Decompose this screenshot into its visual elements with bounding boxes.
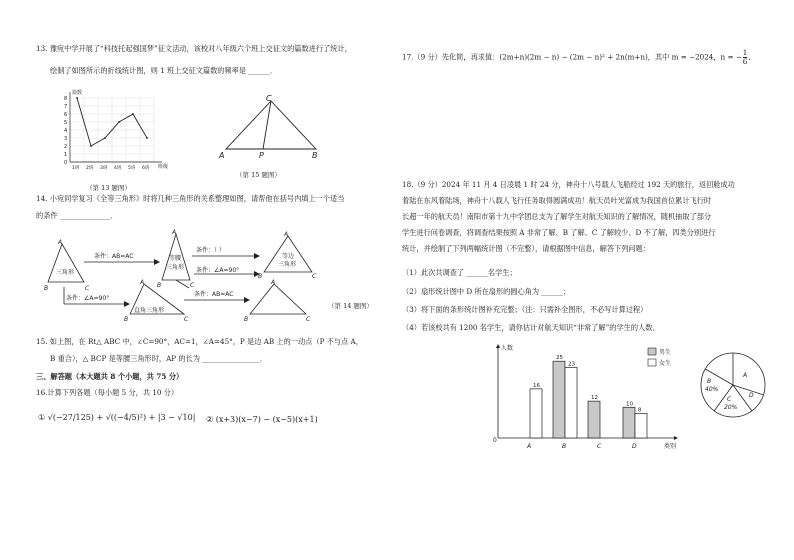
q16-expr1: ① √(−27/125) + √((−4/5)²) + |3 − √10|	[38, 413, 196, 422]
data-point	[90, 145, 92, 147]
legend-label: 男生	[659, 349, 672, 356]
data-label: 16	[533, 382, 540, 389]
x-axis-arrow	[674, 436, 678, 440]
legend-swatch	[648, 359, 656, 366]
q13-line1: 13. 豫宛中学开展了“科技托起强国梦”征文活动，该校对八年级六个班上交征文的篇数进行了统计，	[36, 44, 352, 53]
tri2-label-a: 等腰	[169, 255, 182, 262]
q15-fig-caption: （第 15 题图）	[236, 171, 281, 179]
tri2-label-b: 三角形	[166, 264, 185, 271]
y-tick-label: 7	[64, 104, 68, 110]
data-point	[132, 113, 134, 115]
x-tick-label: 1班	[72, 166, 80, 171]
bar-男生	[623, 407, 635, 438]
q14-caption: （第 14 题图）	[328, 302, 373, 310]
svg-text:A: A	[172, 229, 177, 236]
bar-女生	[635, 413, 647, 438]
q14-cond1: 条件：AB=AC	[94, 253, 134, 260]
bar-男生	[553, 361, 565, 438]
data-label: 12	[591, 395, 598, 402]
q18-sub3: （3）将下面的条形统计图补充完整；（注：只需补全图形，不必写计算过程）	[402, 305, 648, 314]
q13-line-chart	[60, 84, 210, 174]
x-tick-label: 6班	[142, 166, 150, 171]
tri3-label-b: 三角形	[278, 261, 297, 268]
y-tick-label: 8	[64, 96, 68, 102]
svg-text:B: B	[44, 285, 49, 292]
y-tick-label: 2	[64, 144, 68, 150]
q14-cond2: 条件：（ ）	[196, 247, 225, 254]
q15-line2: B 重合），△ BCP 是等腰三角形时，AP 的长为 ________________．	[50, 354, 267, 363]
svg-text:A: A	[58, 239, 63, 246]
y-axis-label: 人数	[501, 345, 514, 352]
svg-text:A: A	[140, 279, 145, 286]
origin-label: 0	[493, 437, 497, 444]
q13-caption: （第 13 题图）	[86, 184, 131, 192]
x-tick-label: C	[597, 443, 602, 450]
label-C: C	[266, 94, 272, 103]
pie-pct-b: 40%	[705, 386, 719, 393]
x-axis-label: 班级	[158, 164, 169, 170]
svg-text:A: A	[284, 231, 289, 238]
tri1-label: 三角形	[56, 269, 75, 276]
q16-line1: 16.计算下列各题（每小题 5 分，共 10 分）	[36, 388, 179, 397]
q18-line4: 学生进行问卷调查，将调查结果按照 A 非常了解、B 了解、C 了解较少、D 不了解，四类分别进行	[402, 228, 716, 237]
x-tick-label: D	[632, 443, 637, 450]
x-tick-label: 4班	[114, 166, 122, 171]
pie-label-d: D	[749, 392, 754, 399]
y-axis-label: 篇数	[72, 90, 83, 96]
q14-line1: 14. 小宛同学复习《全等三角形》时将几种三角形的关系整理如图，请帮他在括号内填上一个适当	[36, 194, 345, 203]
y-tick-label: 0	[64, 160, 68, 166]
x-axis-label: 类别	[664, 443, 677, 450]
label-B: B	[312, 151, 318, 160]
bar-女生	[530, 389, 542, 438]
pie-label-b: B	[707, 378, 712, 385]
y-tick-label: 5	[64, 120, 68, 126]
q18-pie-chart	[698, 350, 768, 420]
q18-sub2: （2）扇形统计图中 D 所在扇形的圆心角为 ______；	[402, 287, 571, 296]
q14-line2: 的条件 ______________．	[36, 211, 118, 220]
svg-text:B: B	[244, 316, 249, 323]
q18-sub4: （4）若该校共有 1200 名学生，请你估计对航天知识“非常了解”的学生的人数．	[402, 323, 660, 332]
data-label: 10	[626, 401, 633, 408]
svg-text:B: B	[258, 273, 263, 280]
x-tick-label: A	[527, 443, 532, 450]
q14-diagram	[44, 229, 364, 327]
q14-cond5: 条件：AB=AC	[194, 291, 234, 298]
svg-text:C: C	[306, 316, 311, 323]
x-tick-label: B	[562, 443, 567, 450]
svg-text:B: B	[124, 316, 129, 323]
pie-label-c: C	[727, 396, 732, 403]
x-tick-label: 2班	[86, 166, 94, 171]
q18-line2: 着陆在东风着陆场，神舟十八载人飞行任务取得圆满成功！航天员叶光富成为我国首位累计飞行时	[402, 196, 712, 205]
y-tick-label: 1	[64, 152, 68, 158]
q18-line3: 长超一年的航天员！南阳市第十九中学团总支为了解学生对航天知识的了解情况，随机抽取了部分	[402, 212, 712, 221]
y-tick-label: 6	[64, 112, 68, 118]
x-tick-label: 5班	[128, 166, 136, 171]
bar-女生	[565, 367, 577, 438]
label-P: P	[259, 151, 264, 160]
data-point	[104, 137, 106, 139]
q14-cond3: 条件：∠A=90°	[196, 267, 240, 274]
svg-text:C: C	[184, 316, 189, 323]
q17-line1: 17.（9 分）先化简，再求值：(2m+n)(2m − n) − (2m − n)² + 2n(m+n)，其中 m = −2024，n = − $\frac{1}{6}$ ．	[402, 48, 756, 66]
q18-bar-chart	[484, 342, 684, 457]
bar-男生	[588, 401, 600, 438]
y-axis-arrow	[496, 344, 500, 348]
svg-text:C: C	[312, 273, 317, 280]
pie-label-a: A	[743, 372, 748, 379]
y-tick-label: 4	[64, 128, 68, 134]
q18-line5: 统计，并绘制了下列两幅统计图（不完整），请根据图中信息，解答下列问题：	[402, 244, 650, 253]
legend-swatch	[648, 348, 656, 355]
q16-expr2: ② (x+3)(x−7) − (x−5)(x+1)	[206, 415, 318, 424]
label-A: A	[219, 151, 225, 160]
pie-pct-c: 20%	[724, 404, 738, 411]
data-point	[76, 97, 78, 99]
data-point	[146, 137, 148, 139]
data-label: 25	[556, 355, 563, 362]
tri4-label: 直角三角形	[134, 307, 165, 314]
svg-text:C: C	[190, 282, 195, 289]
q14-cond4: 条件：∠A=90°	[66, 295, 110, 302]
q15-triangle-figure	[216, 94, 326, 164]
data-label: 8	[638, 407, 642, 414]
y-tick-label: 3	[64, 136, 68, 142]
svg-text:B: B	[157, 282, 162, 289]
data-point	[118, 121, 120, 123]
svg-text:A: A	[271, 279, 276, 286]
q15-line1: 15. 如上图，在 Rt△ ABC 中，∠C=90°，AC=1，∠A=45°，P 是边 AB 上的一动点（P 不与点 A，	[36, 337, 363, 346]
svg-text:C: C	[85, 285, 90, 292]
tri3-label-a: 等边	[282, 253, 295, 260]
data-label: 23	[568, 361, 575, 368]
q18-line1: 18.（9 分）2024 年 11 月 4 日凌晨 1 时 24 分，神舟十八号载人飞船经过 192 天的旅行，返回舱成功	[402, 180, 735, 189]
q13-line2: 绘制了如图所示的折线统计图，则 1 班上交征文篇数的频率是 ______．	[50, 66, 278, 75]
section3-heading: 三、解答题（本大题共 8 个小题，共 75 分）	[36, 372, 184, 381]
q18-sub1: （1）此次共调查了 ______名学生；	[402, 268, 517, 277]
legend-label: 女生	[659, 360, 672, 367]
x-tick-label: 3班	[100, 166, 108, 171]
